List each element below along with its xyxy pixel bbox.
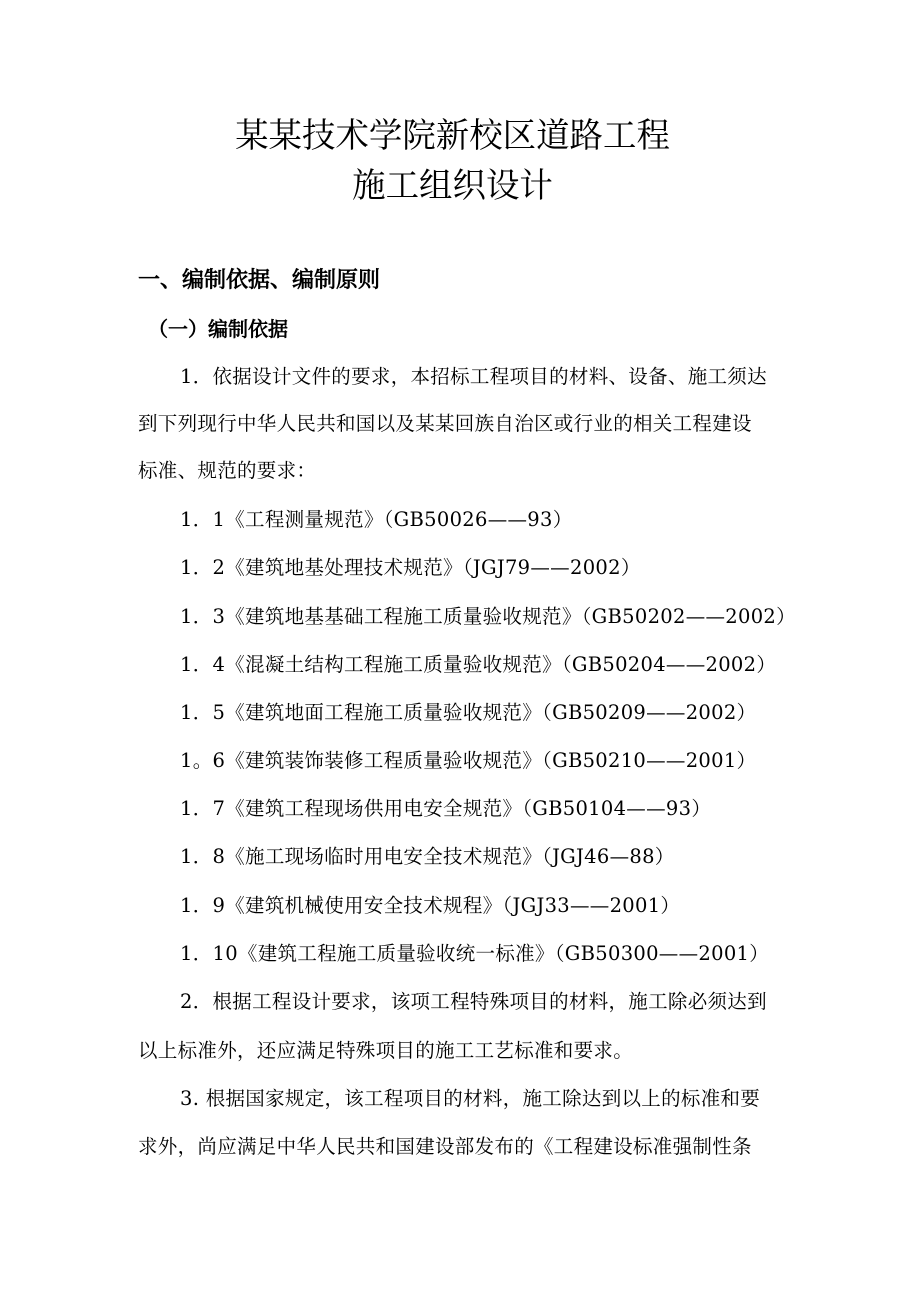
paragraph-1-line-3: 标准、规范的要求： bbox=[138, 459, 317, 482]
standard-item: 1．7《建筑工程现场供用电安全规范》（GB50104——93） bbox=[180, 797, 712, 820]
standard-item: 1．3《建筑地基基础工程施工质量验收规范》（GB50202——2002） bbox=[180, 605, 796, 628]
standard-item: 1．5《建筑地面工程施工质量验收规范》（GB50209——2002） bbox=[180, 701, 757, 724]
standard-item: 1．4《混凝土结构工程施工质量验收规范》（GB50204——2002） bbox=[180, 653, 777, 676]
standard-item: 1．10《建筑工程施工质量验收统一标准》（GB50300——2001） bbox=[180, 942, 770, 965]
paragraph-3-line-1: 3. 根据国家规定，该工程项目的材料，施工除达到以上的标准和要 bbox=[180, 1087, 761, 1110]
standard-item: 1．2《建筑地基处理技术规范》（JGJ79——2002） bbox=[180, 556, 641, 579]
paragraph-2-line-2: 以上标准外，还应满足特殊项目的施工工艺标准和要求。 bbox=[138, 1039, 634, 1062]
paragraph-1-line-2: 到下列现行中华人民共和国以及某某回族自治区或行业的相关工程建设 bbox=[138, 412, 752, 435]
subsection-heading: （一）编制依据 bbox=[148, 317, 288, 341]
paragraph-2-line-1: 2．根据工程设计要求，该项工程特殊项目的材料，施工除必须达到 bbox=[180, 990, 767, 1013]
standard-item: 1．9《建筑机械使用安全技术规程》（JGJ33——2001） bbox=[180, 894, 681, 917]
document-title-line-2: 施工组织设计 bbox=[352, 166, 553, 206]
standard-item: 1．8《施工现场临时用电安全技术规范》（JGJ46—88） bbox=[180, 845, 675, 868]
paragraph-3-line-2: 求外，尚应满足中华人民共和国建设部发布的《工程建设标准强制性条 bbox=[138, 1135, 752, 1158]
section-heading: 一、编制依据、编制原则 bbox=[138, 268, 381, 293]
document-title-line-1: 某某技术学院新校区道路工程 bbox=[235, 116, 670, 156]
paragraph-1-line-1: 1．依据设计文件的要求，本招标工程项目的材料、设备、施工须达 bbox=[180, 365, 767, 388]
standard-item: 1．1《工程测量规范》（GB50026——93） bbox=[180, 508, 573, 531]
standard-item: 1。6《建筑装饰装修工程质量验收规范》（GB50210——2001） bbox=[180, 749, 757, 772]
